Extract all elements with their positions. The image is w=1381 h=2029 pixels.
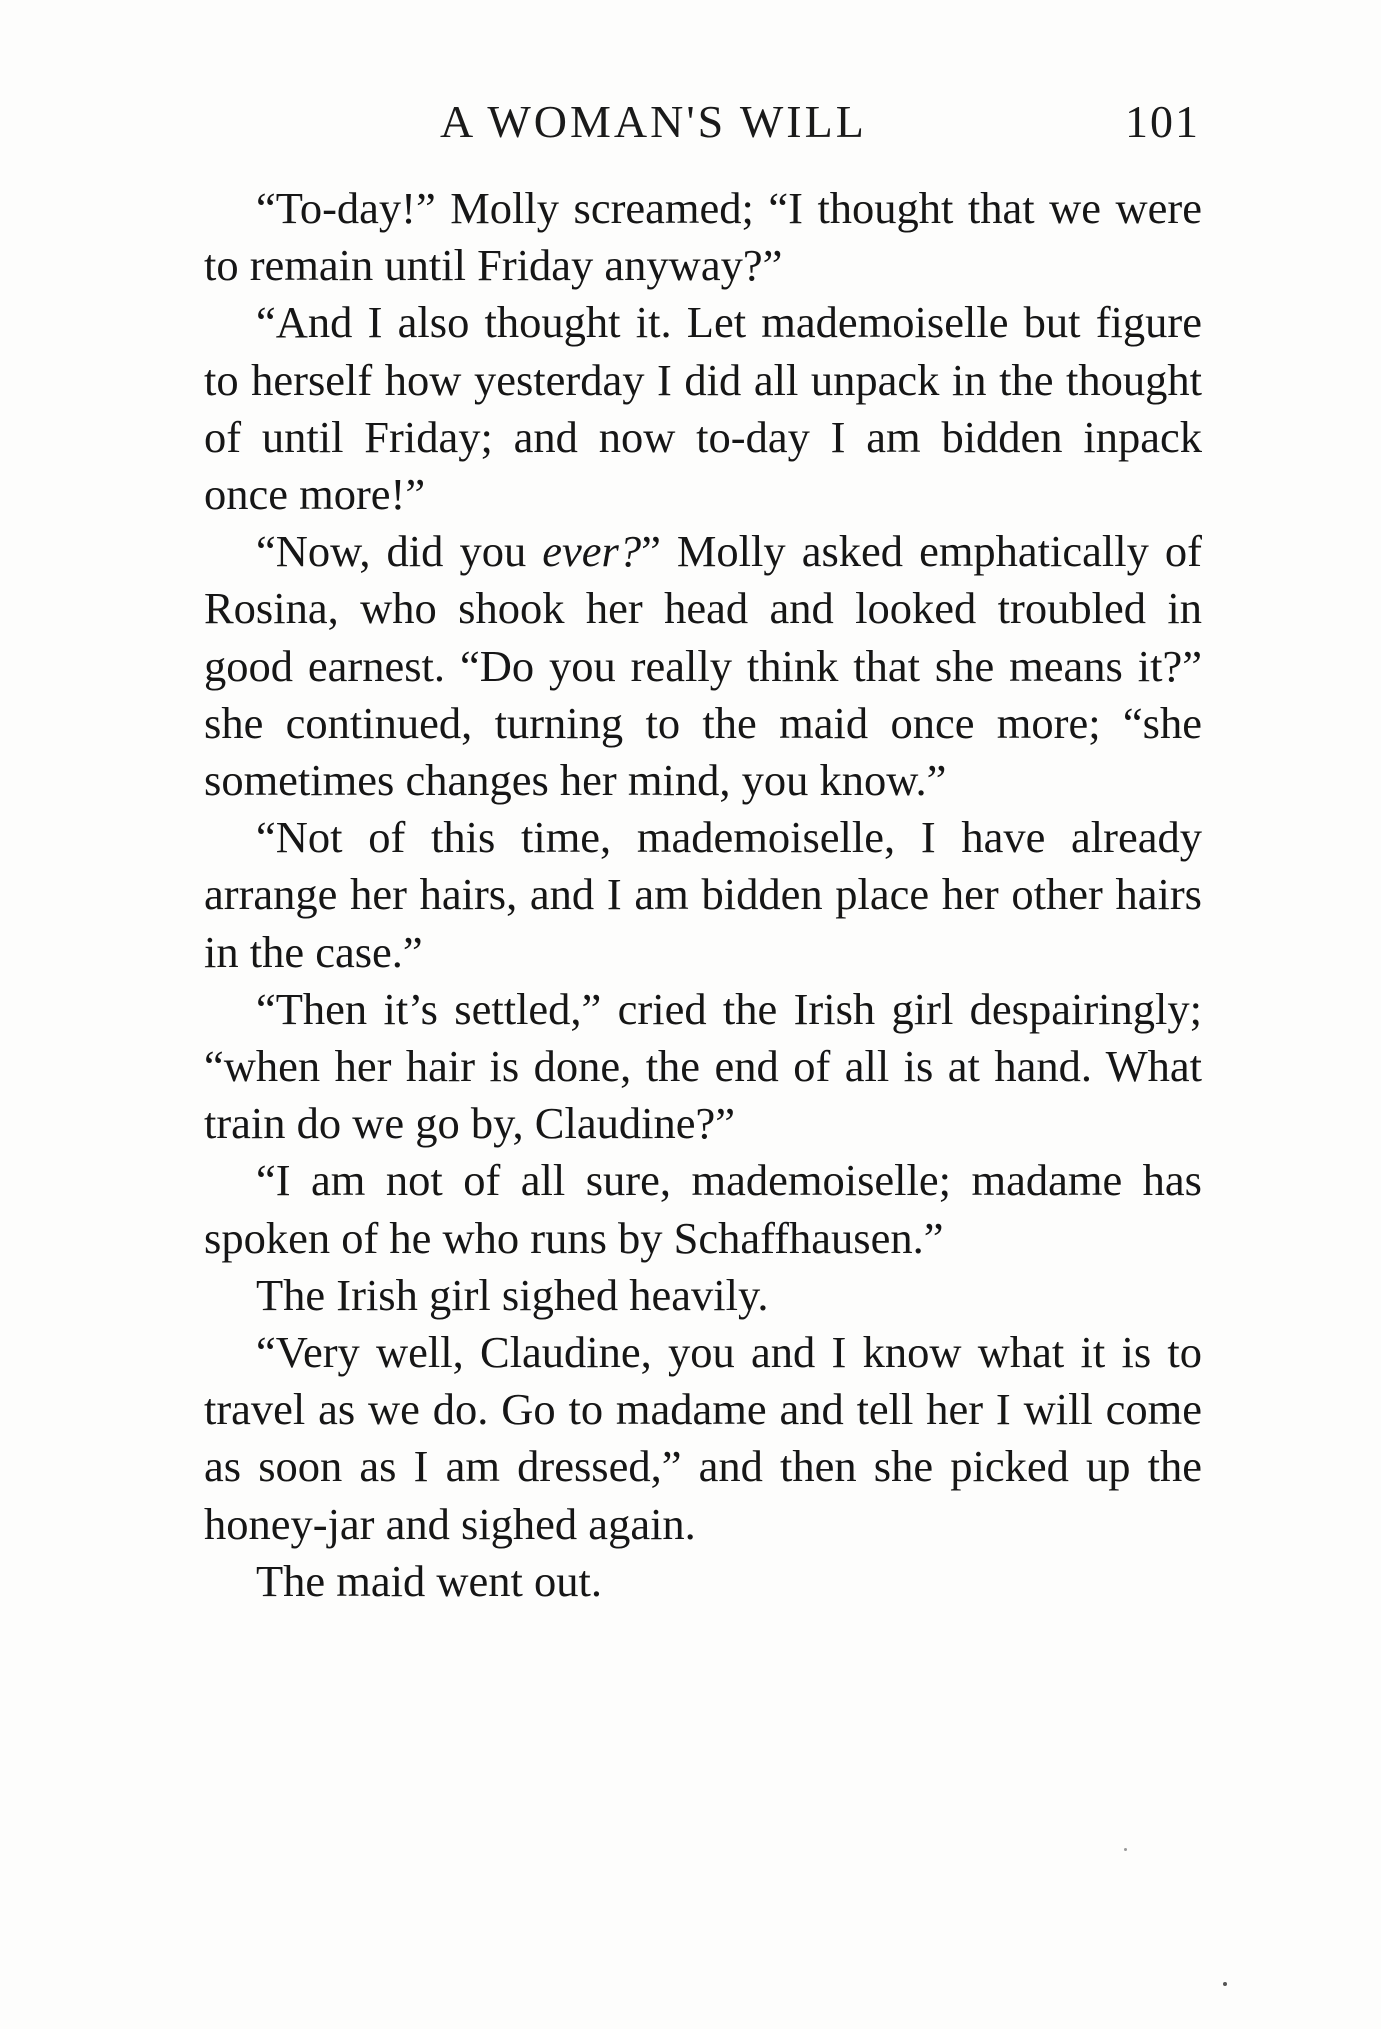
page-number: 101 xyxy=(1125,96,1200,147)
paragraph: “I am not of all sure, mademoiselle; madame has spoken of he who runs by Schaffhausen.” xyxy=(204,1155,1202,1263)
paragraph xyxy=(204,523,1202,809)
print-speck xyxy=(1223,1982,1227,1986)
paragraph-segment: “Now, did you xyxy=(256,526,543,577)
paragraph: “Very well, Claudine, you and I know what it is to travel as we do. Go to madame and tell her I will come as soon as I am dressed,” and then she picked up the honey-jar and sighed again. xyxy=(204,1327,1202,1549)
paragraph: The maid went out. xyxy=(256,1555,603,1606)
paragraph: The Irish girl sighed heavily. xyxy=(256,1269,769,1320)
running-title: A WOMAN'S WILL xyxy=(440,96,867,147)
paragraph: “To-day!” Molly screamed; “I thought that we were to remain until Friday anyway?” xyxy=(204,183,1202,291)
paragraph: “Not of this time, mademoiselle, I have already arrange her hairs, and I am bidden place her other hairs in the case.” xyxy=(204,812,1202,977)
paragraph-segment-italic: ever? xyxy=(542,526,642,577)
paragraph: “Then it’s settled,” cried the Irish girl despairingly; “when her hair is done, the end of all is at hand. What train do we go by, Claudine?” xyxy=(204,983,1202,1149)
paragraph: “And I also thought it. Let mademoiselle but figure to herself how yesterday I did all unpack in the thought of until Friday; and now to-day I am bidden inpack once more!” xyxy=(204,297,1202,520)
print-speck xyxy=(1124,1848,1127,1851)
body-text xyxy=(204,180,1202,1610)
running-head xyxy=(200,95,1200,155)
paragraph-segment: ” Molly asked emphatically of Rosina, who shook her head and looked troubled in good earnest. “Do you really think that she means it?” she continued, turning to the maid once more; “she sometimes changes her mind, you know.” xyxy=(204,526,1202,806)
